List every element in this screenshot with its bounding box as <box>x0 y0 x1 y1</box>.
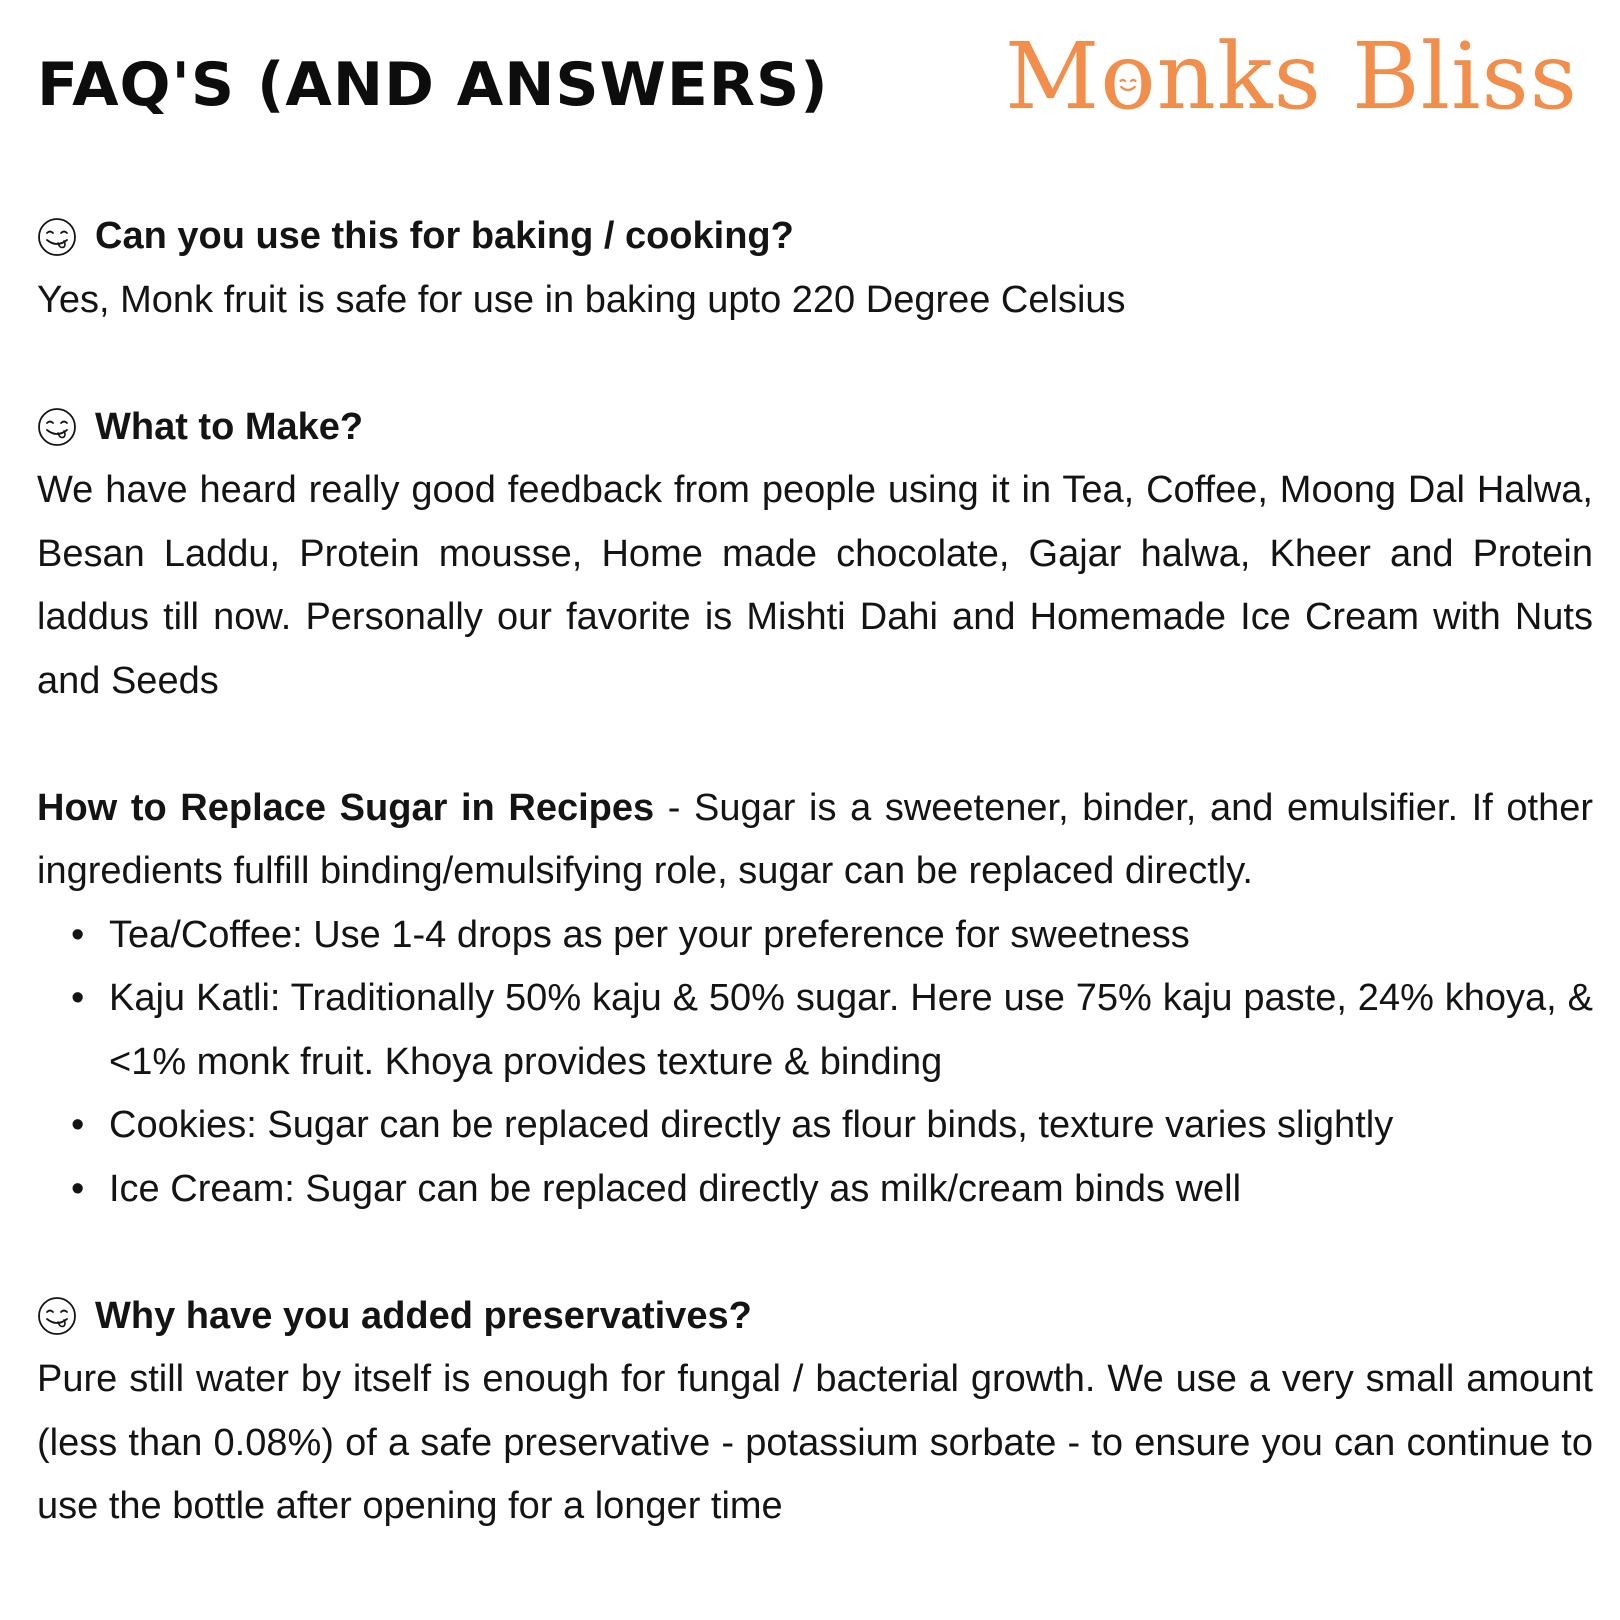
smiley-tongue-icon <box>37 407 77 447</box>
spacer <box>37 332 1593 396</box>
smiley-tongue-icon <box>1113 69 1143 99</box>
faq-question-baking <box>37 205 1593 269</box>
list-item: • Ice Cream: Sugar can be replaced directly as milk/cream binds well <box>109 1158 1593 1222</box>
replace-sugar-section <box>37 777 1593 904</box>
list-item: • Tea/Coffee: Use 1-4 drops as per your preference for sweetness <box>109 904 1593 968</box>
replace-sugar-tips <box>37 904 1593 1222</box>
faq-question-what-to-make <box>37 396 1593 460</box>
faq-content <box>37 205 1593 1539</box>
replace-sugar-intro: - Sugar is a sweetener, binder, and emulsifier. If other ingredients fulfill binding/emulsifying role, sugar can be replaced directly. <box>37 786 1593 892</box>
faq-answer-what-to-make: We have heard really good feedback from people using it in Tea, Coffee, Moong Dal Halwa, Besan Laddu, Protein mousse, Home made chocolate, Gajar halwa, Kheer and Protein laddus till now. Personally our favorite is Mishti Dahi and Homemade Ice Cream with Nuts and Seeds <box>37 469 1593 702</box>
spacer <box>37 713 1593 777</box>
faq-answer-baking: Yes, Monk fruit is safe for use in baking upto 220 Degree Celsius <box>37 278 1126 321</box>
brand-logo <box>1005 22 1578 132</box>
brand-logo-text-start: M <box>1005 23 1101 130</box>
faq-question-text: Why have you added preservatives? <box>95 1294 752 1337</box>
brand-logo-face-letter <box>1100 22 1156 132</box>
faq-answer-preservatives: Pure still water by itself is enough for fungal / bacterial growth. We use a very small amount (less than 0.08%) of a safe preservative - potassium sorbate - to ensure you can continue to use the bottle after opening for a longer time <box>37 1358 1593 1527</box>
smiley-tongue-icon <box>37 217 77 257</box>
list-item: • Cookies: Sugar can be replaced directly as flour binds, texture varies slightly <box>109 1094 1593 1158</box>
brand-logo-face-char: o <box>1100 23 1157 130</box>
faq-question-text: Can you use this for baking / cooking? <box>95 215 794 257</box>
smiley-tongue-icon <box>37 1296 77 1336</box>
replace-sugar-heading: How to Replace Sugar in Recipes <box>37 786 655 829</box>
faq-question-preservatives <box>37 1285 1593 1349</box>
spacer <box>37 1221 1593 1285</box>
list-item: • Kaju Katli: Traditionally 50% kaju & 50% sugar. Here use 75% kaju paste, 24% khoya, & <1% monk fruit. Khoya provides texture & binding <box>109 967 1593 1094</box>
page-title: FAQ'S (AND ANSWERS) <box>37 50 829 120</box>
header <box>0 0 1620 160</box>
brand-logo-text-end: nks Bliss <box>1156 23 1578 130</box>
faq-question-text: What to Make? <box>95 405 364 448</box>
